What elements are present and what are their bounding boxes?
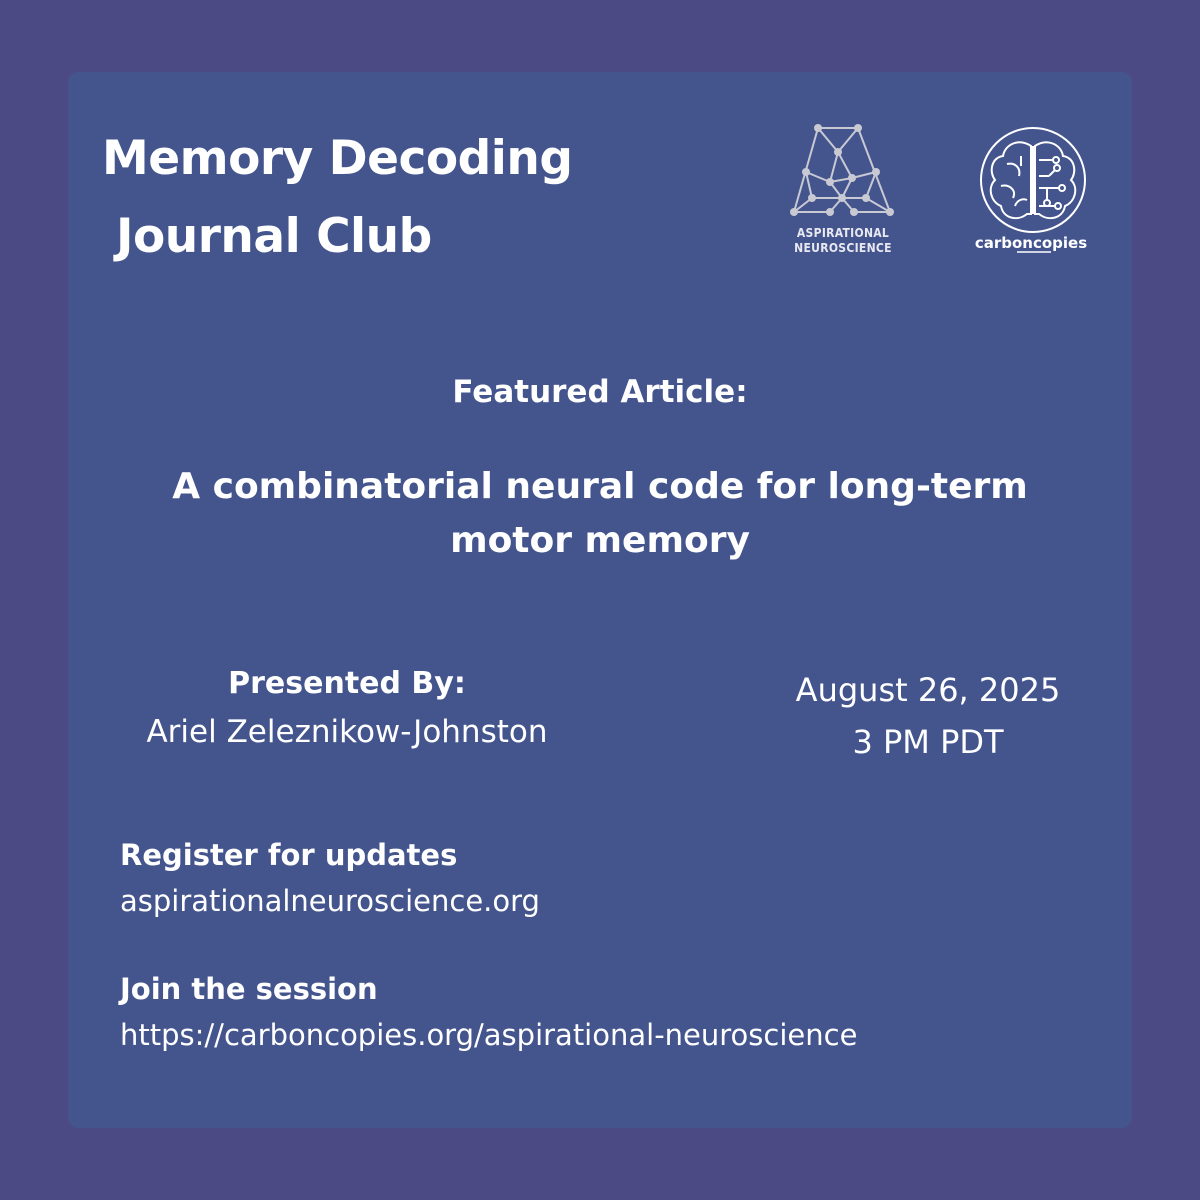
article-title: A combinatorial neural code for long-term motor memory (172, 466, 1028, 561)
event-time: 3 PM PDT (852, 723, 1004, 761)
register-link[interactable]: aspirationalneuroscience.org (120, 884, 540, 918)
register-block (120, 834, 540, 926)
event-date: August 26, 2025 (795, 671, 1061, 709)
title-line-2: Journal Club (116, 209, 432, 264)
title-line-1: Memory Decoding (102, 131, 573, 186)
join-block (120, 968, 857, 1060)
presenter-block (102, 664, 592, 760)
join-label: Join the session (120, 972, 378, 1006)
register-label: Register for updates (120, 838, 458, 872)
featured-article-label: Featured Article: (452, 374, 748, 410)
presenter-name: Ariel Zeleznikow-Johnston (146, 714, 548, 750)
page-title (102, 120, 573, 276)
schedule-block (748, 664, 1108, 768)
carboncopies-wordmark: carboncopies (974, 234, 1088, 252)
presenter-label: Presented By: (228, 666, 466, 701)
event-card (68, 72, 1132, 1128)
aspirational-wordmark-line-1: ASPIRATIONAL (796, 226, 890, 240)
aspirational-wordmark-line-2: NEUROSCIENCE (794, 241, 892, 255)
join-link[interactable]: https://carboncopies.org/aspirational-neuroscience (120, 1018, 858, 1052)
aspirational-neuroscience-wordmark (790, 226, 896, 256)
